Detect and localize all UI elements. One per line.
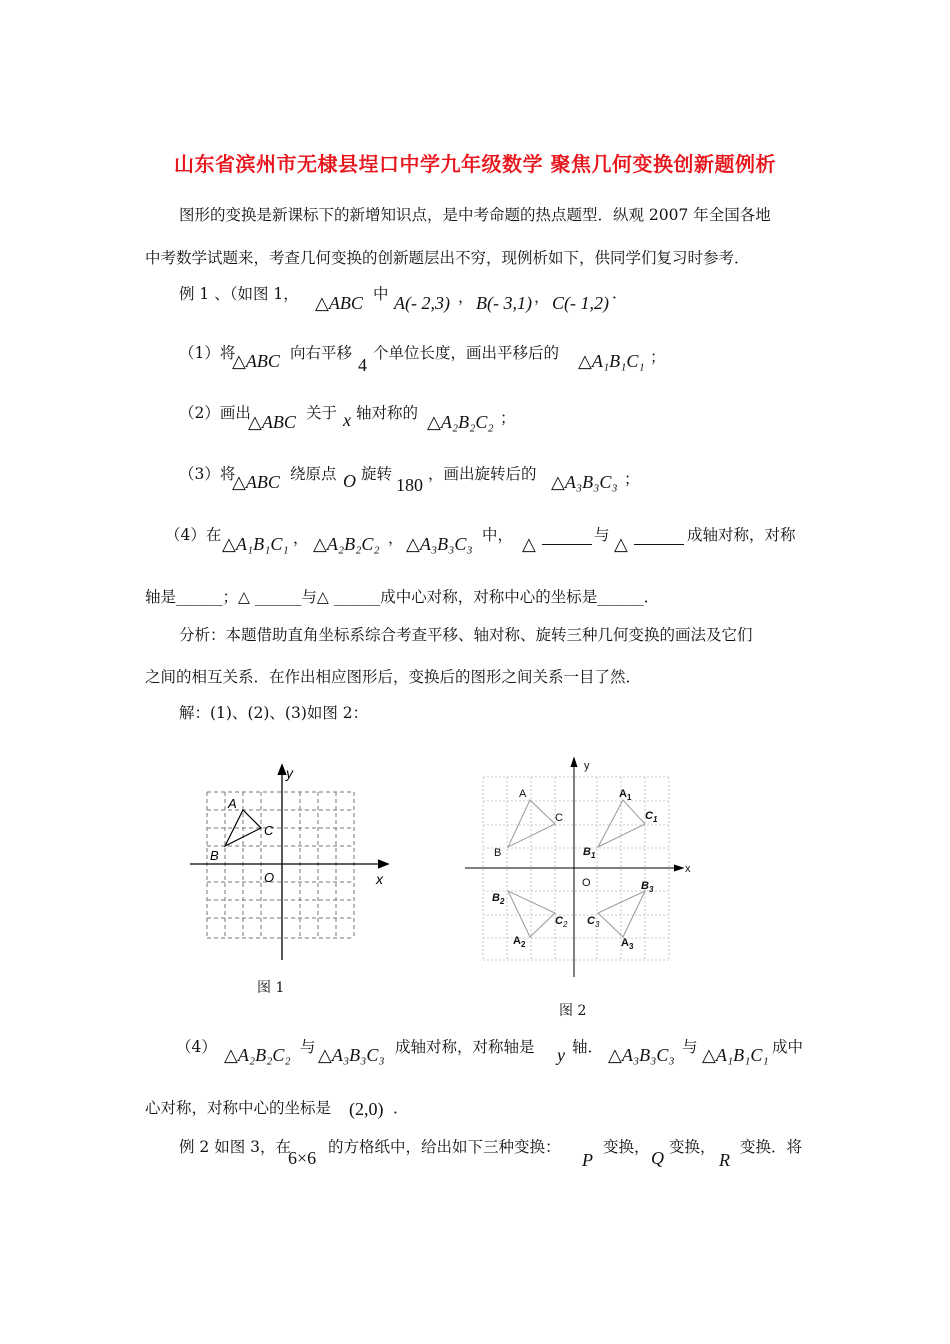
figure2-b1-letter: B xyxy=(583,846,591,858)
figure2-y-arrow xyxy=(571,758,577,767)
q3-triangle: △ABC xyxy=(232,472,280,492)
q4-blank-2[interactable] xyxy=(634,544,684,545)
point-b-coord: B(- 3,1) xyxy=(476,293,532,313)
figure2-origin-label: O xyxy=(582,877,591,889)
answer4-triangle-1: △A₁B₁C₁ xyxy=(702,1045,769,1065)
q4-yu: 与 xyxy=(594,526,610,544)
example1-zhong: 中 xyxy=(373,285,389,303)
figure2-triangle-a1b1c1 xyxy=(598,800,645,847)
example1-triangle: △ABC xyxy=(315,293,363,313)
q4-triangle-symbol-2: △ xyxy=(614,534,628,554)
example2-text-e: 变换．将 xyxy=(740,1138,803,1156)
intro-line-1: 图形的变换是新课标下的新增知识点，是中考命题的热点题型．纵观 2007 年全国各地 xyxy=(179,206,771,224)
figure2-c1-sub: 1 xyxy=(652,815,658,824)
example2-text-a: 例 2 如图 3，在 xyxy=(179,1138,292,1156)
figure2-caption: 图 2 xyxy=(559,1003,587,1019)
answer4-line-2b: ． xyxy=(393,1099,409,1117)
figure2-b-label: B xyxy=(494,847,502,859)
q1-text-b: 向右平移 xyxy=(290,344,353,362)
answer4-text-c: 轴． xyxy=(572,1038,604,1056)
example2-text-d: 变换， xyxy=(669,1138,716,1156)
q1-text-c: 个单位长度，画出平移后的 xyxy=(373,344,560,362)
figure2-triangle-a3b3c3 xyxy=(598,891,645,937)
q2-triangle: △ABC xyxy=(248,412,296,432)
figure2-c3-label xyxy=(587,915,600,929)
figure2-c3-letter: C xyxy=(587,915,595,927)
q3-text-a: （3）将 xyxy=(179,465,236,483)
answer4-yu-1: 与 xyxy=(300,1038,316,1056)
q3-result-triangle: △A₃B₃C₃ xyxy=(551,472,618,492)
q4-blank-1[interactable] xyxy=(542,544,592,545)
figure2-a3-sub: 3 xyxy=(628,942,634,951)
figure2-b1-sub: 1 xyxy=(590,851,596,860)
figure1-grid xyxy=(207,792,354,938)
figure1-y-arrow xyxy=(278,765,286,775)
example2-q: Q xyxy=(651,1148,664,1168)
figure1-b-label: B xyxy=(210,848,219,863)
q1-end: ； xyxy=(650,348,666,366)
q2-text-b: 关于 xyxy=(306,404,338,422)
q4-text-b: 中， xyxy=(482,526,514,544)
q3-end: ； xyxy=(624,470,640,488)
figure2-x-label: x xyxy=(685,863,691,875)
figure2-b2-letter: B xyxy=(492,892,500,904)
q4-text-c: 成轴对称，对称 xyxy=(687,526,796,544)
answer4-triangle-3: △A₃B₃C₃ xyxy=(318,1045,385,1065)
q2-result-triangle: △A₂B₂C₂ xyxy=(427,412,494,432)
q4-comma-2: ， xyxy=(388,529,404,547)
figure2-a3-letter: A xyxy=(621,937,629,949)
answer4-text-d: 成中 xyxy=(772,1038,804,1056)
point-c-coord: C(- 1,2) xyxy=(552,293,609,313)
answer4-yu-2: 与 xyxy=(682,1038,698,1056)
q3-text-b: 绕原点 xyxy=(290,465,337,483)
figure1-x-label: x xyxy=(376,871,383,887)
analysis-line-1: 分析：本题借助直角坐标系综合考查平移、轴对称、旋转三种几何变换的画法及它们 xyxy=(179,626,753,644)
figure2-b3-sub: 3 xyxy=(648,885,654,894)
figure2-c1-letter: C xyxy=(645,810,653,822)
q2-end: ； xyxy=(500,409,516,427)
analysis-line-2: 之间的相互关系．在作出相应图形后，变换后的图形之间关系一目了然． xyxy=(145,668,642,686)
period-1: ． xyxy=(612,284,628,302)
figure2-c3-sub: 3 xyxy=(594,920,600,929)
q4-line-2: 轴是______；△ ______与△ ______成中心对称，对称中心的坐标是______． xyxy=(145,588,660,606)
q4-triangle-2: △A₂B₂C₂ xyxy=(313,534,380,554)
solution-lead: 解：(1)、(2)、(3)如图 2： xyxy=(179,704,369,722)
figure2-triangle-a2b2c2 xyxy=(508,891,555,937)
figure2-a1-label xyxy=(619,788,632,802)
q4-triangle-1: △A₁B₁C₁ xyxy=(222,534,289,554)
figure2-c2-sub: 2 xyxy=(562,920,568,929)
comma-2: ， xyxy=(534,288,550,306)
answer4-text-b: 成轴对称，对称轴是 xyxy=(395,1038,535,1056)
q3-text-d: ，画出旋转后的 xyxy=(428,465,537,483)
figure2-a-label: A xyxy=(519,788,527,800)
figure2-c2-letter: C xyxy=(555,915,563,927)
q3-variable: O xyxy=(343,471,356,491)
answer4-text-a: （4） xyxy=(176,1038,217,1056)
answer4-triangle-2: △A₂B₂C₂ xyxy=(224,1045,291,1065)
q2-text-c: 轴对称的 xyxy=(356,404,419,422)
q4-triangle-3: △A₃B₃C₃ xyxy=(406,534,473,554)
q1-result-triangle: △A₁B₁C₁ xyxy=(578,351,645,371)
comma-1: ， xyxy=(458,288,474,306)
figure2-b3-letter: B xyxy=(641,880,649,892)
q2-variable: x xyxy=(343,410,351,430)
figure1-origin-label: O xyxy=(264,870,275,885)
example2-size: 6×6 xyxy=(288,1148,317,1168)
page-title: 山东省滨州市无棣县埕口中学九年级数学 聚焦几何变换创新题例析 xyxy=(174,152,776,176)
q4-comma-1: ， xyxy=(293,529,309,547)
figure2-b3-label xyxy=(641,880,654,894)
q4-triangle-symbol-1: △ xyxy=(522,534,536,554)
figure2-triangle-abc xyxy=(508,800,555,847)
figure2-a2-label xyxy=(513,935,526,949)
figure2-y-label: y xyxy=(584,760,590,772)
figure2-b1-label xyxy=(583,846,596,860)
figure2-b2-label xyxy=(492,892,505,906)
figure2-c2-label xyxy=(555,915,568,929)
q3-text-c: 旋转 xyxy=(361,465,393,483)
figure1-c-label: C xyxy=(264,823,274,838)
q1-text-a: （1）将 xyxy=(179,344,236,362)
answer4-variable: y xyxy=(557,1045,565,1065)
figure2-c1-label xyxy=(645,810,658,824)
answer4-line-2a: 心对称，对称中心的坐标是 xyxy=(145,1099,332,1117)
figure2-x-arrow xyxy=(674,865,683,871)
q1-number: 4 xyxy=(358,355,367,375)
q2-text-a: （2）画出 xyxy=(179,404,251,422)
figure2-a1-letter: A xyxy=(619,788,627,800)
point-a-coord: A(- 2,3) xyxy=(394,293,450,313)
figure2-b2-sub: 2 xyxy=(499,897,505,906)
figure2-a2-letter: A xyxy=(513,935,521,947)
figure1-x-arrow xyxy=(378,860,388,868)
example2-p: P xyxy=(582,1150,593,1170)
figure-1 xyxy=(180,760,400,970)
figure2-c-label: C xyxy=(555,812,563,824)
figure1-a-label: A xyxy=(228,796,237,811)
figure1-y-label: y xyxy=(286,765,293,781)
q3-number: 180 xyxy=(396,475,423,495)
figure2-a2-sub: 2 xyxy=(520,940,526,949)
figure2-a1-sub: 1 xyxy=(626,793,632,802)
q1-triangle: △ABC xyxy=(232,351,280,371)
figure2-a3-label xyxy=(621,937,634,951)
figure-2 xyxy=(465,755,700,985)
answer4-coord: (2,0) xyxy=(349,1099,384,1119)
example2-text-c: 变换， xyxy=(603,1138,650,1156)
figure1-caption: 图 1 xyxy=(257,980,285,996)
q4-text-a: （4）在 xyxy=(165,526,222,544)
intro-line-2: 中考数学试题来，考查几何变换的创新题层出不穷，现例析如下，供同学们复习时参考． xyxy=(145,249,750,267)
example2-text-b: 的方格纸中，给出如下三种变换： xyxy=(328,1138,561,1156)
example2-r: R xyxy=(719,1150,730,1170)
answer4-triangle-3b: △A₃B₃C₃ xyxy=(608,1045,675,1065)
example1-lead: 例 1 、（如图 1， xyxy=(179,285,299,303)
